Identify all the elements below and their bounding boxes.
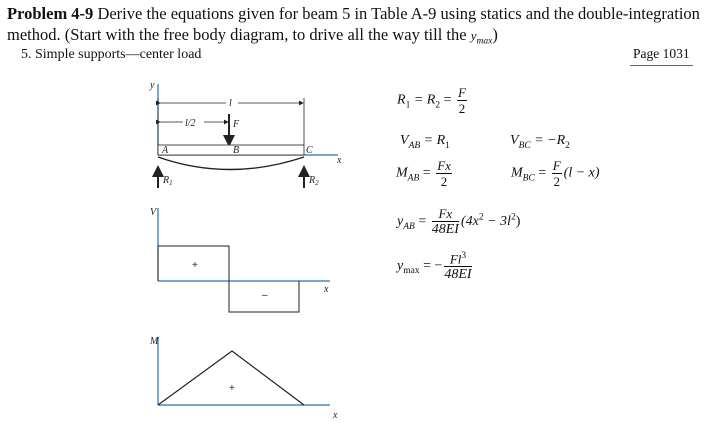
problem-text: Derive the equations given for beam 5 in Table A-9 using statics and the double-integration method. (Start with the free body diagram, to drive all the way till the — [7, 4, 700, 44]
deflection-ab-equation: $y_{AB}$ = $\frac{Fx}{48EI} (4x^2 - 3l^2)$ — [397, 206, 521, 237]
shear-plot — [158, 246, 299, 312]
moment-plot — [158, 351, 304, 405]
ymax-variable: $y_{max}$ — [470, 28, 493, 47]
y-axis-label: y — [150, 80, 155, 91]
moment-positive-sign: + — [229, 383, 235, 394]
load-label: F — [233, 119, 240, 130]
shear-axis-label: V — [150, 207, 157, 218]
length-label: l — [229, 98, 232, 109]
reactions-equation: $R_1 = R_2$ = $\frac{F}{2}$ — [397, 85, 466, 116]
point-c-label: C — [306, 145, 313, 156]
shear-diagram — [150, 207, 330, 312]
point-a-label: A — [162, 145, 169, 156]
moment-x-label: x — [333, 410, 338, 421]
shear-ab-equation: $V_{AB} = R_1$ — [400, 133, 450, 151]
page-reference: Page 1031 — [630, 46, 693, 66]
moment-diagram — [149, 336, 338, 421]
shear-x-label: x — [324, 284, 329, 295]
beam — [158, 145, 304, 155]
problem-label: Problem 4-9 — [7, 4, 94, 23]
reaction-r1-label: $R_1$ — [163, 175, 173, 187]
moment-axis-label: M — [150, 336, 159, 347]
free-body-diagram — [149, 80, 342, 188]
deflection-curve — [158, 157, 304, 170]
x-axis-label: x — [337, 155, 342, 166]
half-length-label: l/2 — [185, 118, 196, 129]
shear-bc-equation: $V_{BC} = -R_2$ — [510, 133, 570, 151]
moment-ab-equation: $M_{AB}$ = $\frac{Fx}{2}$ — [396, 158, 451, 189]
problem-statement: Problem 4-9 Derive the equations given for beam 5 in Table A-9 using statics and the double-integration method. (Start with the free body diagram, to drive all the way till the $y_{max}$) — [7, 4, 700, 47]
shear-negative-sign: – — [262, 290, 268, 301]
point-b-label: B — [233, 145, 240, 156]
moment-bc-equation: $M_{BC}$ = $\frac{F}{2}$ (l − x) — [511, 158, 600, 189]
shear-positive-sign: + — [192, 260, 198, 271]
case-title: 5. Simple supports—center load — [21, 47, 202, 62]
max-deflection-equation: $y_{max}$ = − $\frac{Fl^3}{48EI}$ — [397, 251, 472, 283]
reaction-r2-label: $R_2$ — [309, 175, 319, 187]
